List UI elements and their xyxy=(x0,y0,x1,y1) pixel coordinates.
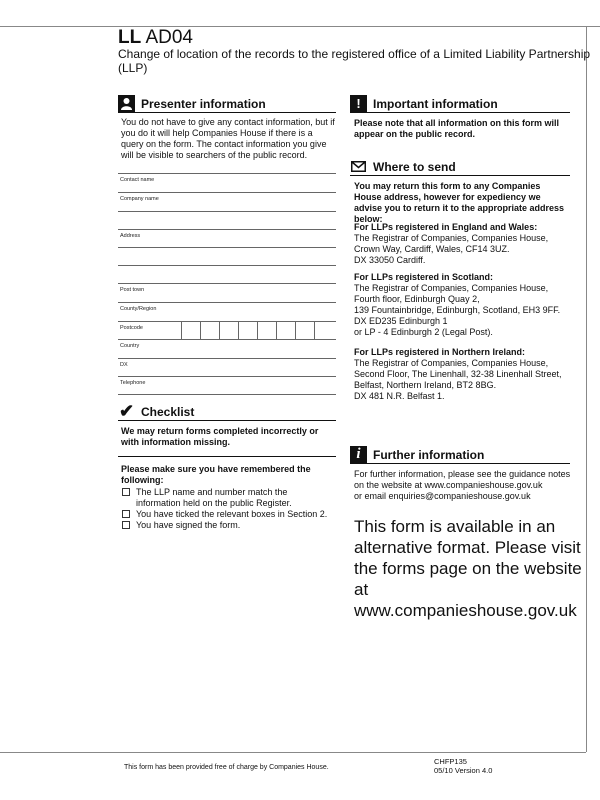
address-line: DX 481 N.R. Belfast 1. xyxy=(354,391,445,401)
bottom-rule xyxy=(0,752,586,753)
address-line: The Registrar of Companies, Companies House, xyxy=(354,358,549,368)
footer-code xyxy=(434,757,492,775)
address-field[interactable] xyxy=(118,230,336,248)
checklist-item xyxy=(122,520,334,531)
footer-note: This form has been provided free of charge by Companies House. xyxy=(124,764,329,771)
presenter-title: Presenter information xyxy=(141,96,266,111)
alternative-format-note: This form is available in an alternative format. Please visit the forms page on the website at www.companieshouse.gov.uk xyxy=(354,517,582,620)
dx-field[interactable] xyxy=(118,359,336,377)
company-name-line-2[interactable] xyxy=(118,212,336,230)
form-version: 05/10 Version 4.0 xyxy=(434,766,493,775)
form-code-footer: CHFP135 xyxy=(434,757,467,766)
presenter-intro: You do not have to give any contact information, but if you do it will help Companies House if there is a query on the form. The contact information you give will be visible to searchers of the public record. xyxy=(121,117,335,160)
ni-address-block xyxy=(354,347,569,402)
scotland-title: For LLPs registered in Scotland: xyxy=(354,272,494,282)
postcode-label: Postcode xyxy=(120,325,143,331)
important-text: Please note that all information on this form will appear on the public record. xyxy=(354,118,560,139)
company-name-field[interactable] xyxy=(118,193,336,212)
postcode-cell xyxy=(314,322,315,339)
postcode-cell xyxy=(238,322,239,339)
england-address-block xyxy=(354,222,569,266)
right-margin-rule xyxy=(586,26,587,752)
address-label: Address xyxy=(120,233,141,239)
county-label: County/Region xyxy=(120,306,157,312)
checklist-item xyxy=(122,487,334,509)
address-line: Crown Way, Cardiff, Wales, CF14 3UZ. xyxy=(354,244,510,254)
company-name-label: Company name xyxy=(120,196,159,202)
envelope-icon xyxy=(350,158,367,175)
address-line: DX ED235 Edinburgh 1 xyxy=(354,316,448,326)
address-line: DX 33050 Cardiff. xyxy=(354,255,426,265)
further-info-line: on the website at www.companieshouse.gov.uk xyxy=(354,480,543,490)
country-label: Country xyxy=(120,343,140,349)
address-line: The Registrar of Companies, Companies House, xyxy=(354,233,549,243)
exclamation-icon: ! xyxy=(350,95,367,112)
further-info-text xyxy=(354,469,579,502)
info-icon: i xyxy=(350,446,367,463)
checkbox[interactable] xyxy=(122,521,130,529)
form-number: AD04 xyxy=(145,27,193,48)
postcode-cell xyxy=(219,322,220,339)
further-info-heading xyxy=(350,446,570,464)
checklist-title: Checklist xyxy=(141,404,195,419)
address-line: Belfast, Northern Ireland, BT2 8BG. xyxy=(354,380,497,390)
postcode-cell xyxy=(181,322,182,339)
postcode-field[interactable] xyxy=(118,322,336,340)
form-prefix: LL xyxy=(118,27,142,48)
checklist-item-text: You have signed the form. xyxy=(136,520,241,530)
top-rule xyxy=(0,26,600,27)
postcode-cell xyxy=(200,322,201,339)
county-field[interactable] xyxy=(118,303,336,322)
dx-label: DX xyxy=(120,362,128,368)
address-line: The Registrar of Companies, Companies House, xyxy=(354,283,549,293)
checklist-items xyxy=(122,487,334,531)
post-town-label: Post town xyxy=(120,287,145,293)
postcode-cell xyxy=(276,322,277,339)
postcode-cell xyxy=(295,322,296,339)
tick-icon: ✔ xyxy=(118,401,135,421)
scotland-address-block xyxy=(354,272,569,338)
checklist-reminder: Please make sure you have remembered the following: xyxy=(121,464,311,485)
important-heading xyxy=(350,95,570,113)
where-to-send-intro: You may return this form to any Companies House address, however for expediency we advise you to return it to the appropriate address below: xyxy=(354,181,565,224)
checklist-divider xyxy=(118,456,336,457)
form-code xyxy=(118,28,193,48)
further-info-line: For further information, please see the guidance notes xyxy=(354,469,571,479)
further-info-title: Further information xyxy=(373,447,485,462)
ni-title: For LLPs registered in Northern Ireland: xyxy=(354,347,526,357)
contact-name-field[interactable] xyxy=(118,173,336,193)
where-to-send-title: Where to send xyxy=(373,159,456,174)
person-icon xyxy=(118,95,135,112)
post-town-field[interactable] xyxy=(118,284,336,303)
address-line: Second Floor, The Linenhall, 32-38 Linenhall Street, xyxy=(354,369,562,379)
contact-name-label: Contact name xyxy=(120,177,155,183)
telephone-label: Telephone xyxy=(120,380,146,386)
form-title: Change of location of the records to the registered office of a Limited Liability Partnership (LLP) xyxy=(118,47,591,75)
address-line: or LP - 4 Edinburgh 2 (Legal Post). xyxy=(354,327,493,337)
checkbox[interactable] xyxy=(122,488,130,496)
address-line-3[interactable] xyxy=(118,266,336,284)
address-line-2[interactable] xyxy=(118,248,336,266)
checkbox[interactable] xyxy=(122,510,130,518)
checklist-item-text: You have ticked the relevant boxes in Section 2. xyxy=(136,509,328,519)
telephone-field[interactable] xyxy=(118,377,336,395)
address-line: 139 Fountainbridge, Edinburgh, Scotland, EH3 9FF. xyxy=(354,305,561,315)
checklist-item xyxy=(122,509,334,520)
postcode-cell xyxy=(257,322,258,339)
checklist-heading xyxy=(118,403,336,421)
presenter-heading xyxy=(118,95,336,113)
address-line: Fourth floor, Edinburgh Quay 2, xyxy=(354,294,480,304)
england-title: For LLPs registered in England and Wales: xyxy=(354,222,538,232)
important-title: Important information xyxy=(373,96,498,111)
further-info-line: or email enquiries@companieshouse.gov.uk xyxy=(354,491,531,501)
checklist-item-text: The LLP name and number match the information held on the public Register. xyxy=(136,487,292,508)
country-field[interactable] xyxy=(118,340,336,359)
checklist-warning: We may return forms completed incorrectly or with information missing. xyxy=(121,426,319,447)
where-to-send-heading xyxy=(350,158,570,176)
